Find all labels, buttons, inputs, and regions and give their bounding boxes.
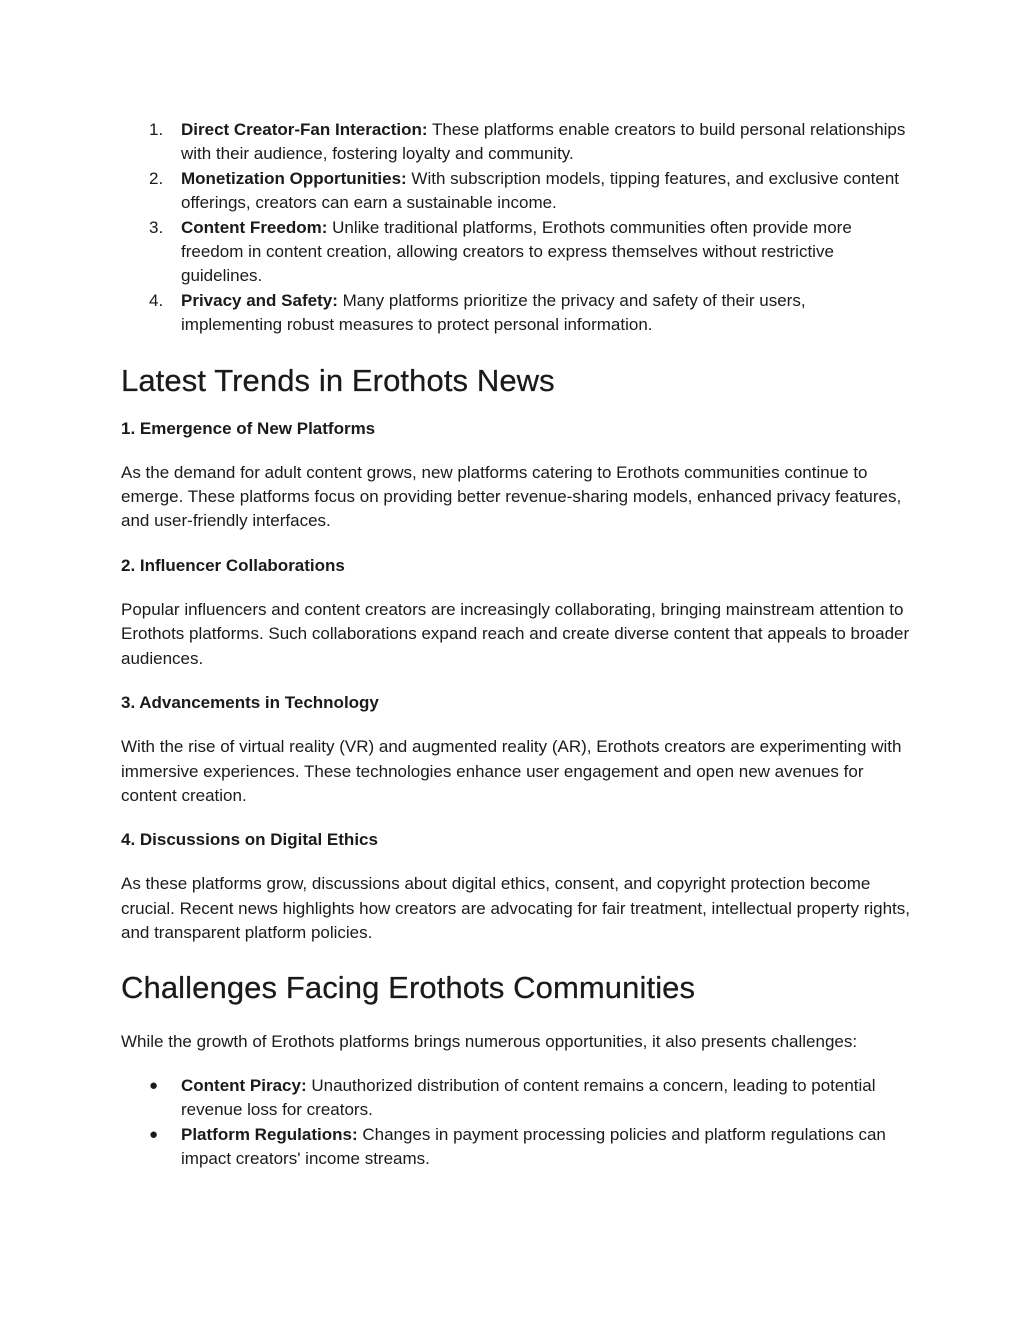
list-item-text: With subscription models, tipping features, and exclusive content offerings, creators can earn a sustainable income. [181,168,900,213]
list-number: 2. [149,168,164,188]
list-item-text: Unlike traditional platforms, Erothots communities often provide more freedom in content creation, allowing creators to express themselves without restrictive guidelines. [181,217,852,286]
list-item-text: Many platforms prioritize the privacy and safety of their users, implementing robust measures to protect personal information. [181,290,806,335]
list-item-lead: Privacy and Safety: [181,290,338,310]
paragraph: With the rise of virtual reality (VR) and augmented reality (AR), Erothots creators are experimenting with immersive experiences. These technologies enhance user engagement and open new avenues for content creation. [121,737,902,805]
list-item-lead: Content Freedom: [181,217,328,237]
document-page [121,118,911,1172]
challenges-bullet-list [121,1074,911,1172]
list-item-text: Unauthorized distribution of content remains a concern, leading to potential revenue loss for creators. [181,1075,876,1120]
paragraph-intro: While the growth of Erothots platforms brings numerous opportunities, it also presents challenges: [121,1031,858,1051]
subheading: 2. Influencer Collaborations [121,555,345,575]
section-heading-trends: Latest Trends in Erothots News [121,362,555,398]
bullet-icon: ● [149,1076,159,1094]
paragraph: As the demand for adult content grows, new platforms catering to Erothots communities continue to emerge. These platforms focus on providing better revenue-sharing models, enhanced privacy features, and user-friendly interfaces. [121,462,902,531]
list-item-lead: Content Piracy: [181,1075,307,1095]
paragraph: Popular influencers and content creators are increasingly collaborating, bringing mainstream attention to Erothots platforms. Such collaborations expand reach and create diverse content that appeals to broader audiences. [121,599,910,668]
subheading: 4. Discussions on Digital Ethics [121,830,378,850]
list-number: 3. [149,217,164,237]
list-number: 1. [149,120,164,139]
list-item-lead: Monetization Opportunities: [181,168,407,188]
section-heading-challenges: Challenges Facing Erothots Communities [121,969,696,1005]
list-item-text: These platforms enable creators to build personal relationships with their audience, fostering loyalty and community. [181,120,906,164]
benefits-numbered-list [121,118,911,338]
list-item-text: Changes in payment processing policies and platform regulations can impact creators' income streams. [181,1124,886,1169]
subheading: 3. Advancements in Technology [121,693,379,713]
list-item [121,216,911,289]
paragraph: As these platforms grow, discussions about digital ethics, consent, and copyright protection become crucial. Recent news highlights how creators are advocating for fair treatment, intellectual property rights, and transparent platform policies. [121,874,910,943]
list-item-lead: Direct Creator-Fan Interaction: [181,120,428,139]
list-item [121,118,911,167]
list-item [121,1074,911,1123]
bullet-icon: ● [149,1125,159,1143]
list-item-lead: Platform Regulations: [181,1124,358,1144]
list-item [121,167,911,216]
subheading: 1. Emergence of New Platforms [121,418,376,438]
list-item [121,289,911,338]
list-number: 4. [149,290,164,310]
list-item [121,1123,911,1172]
